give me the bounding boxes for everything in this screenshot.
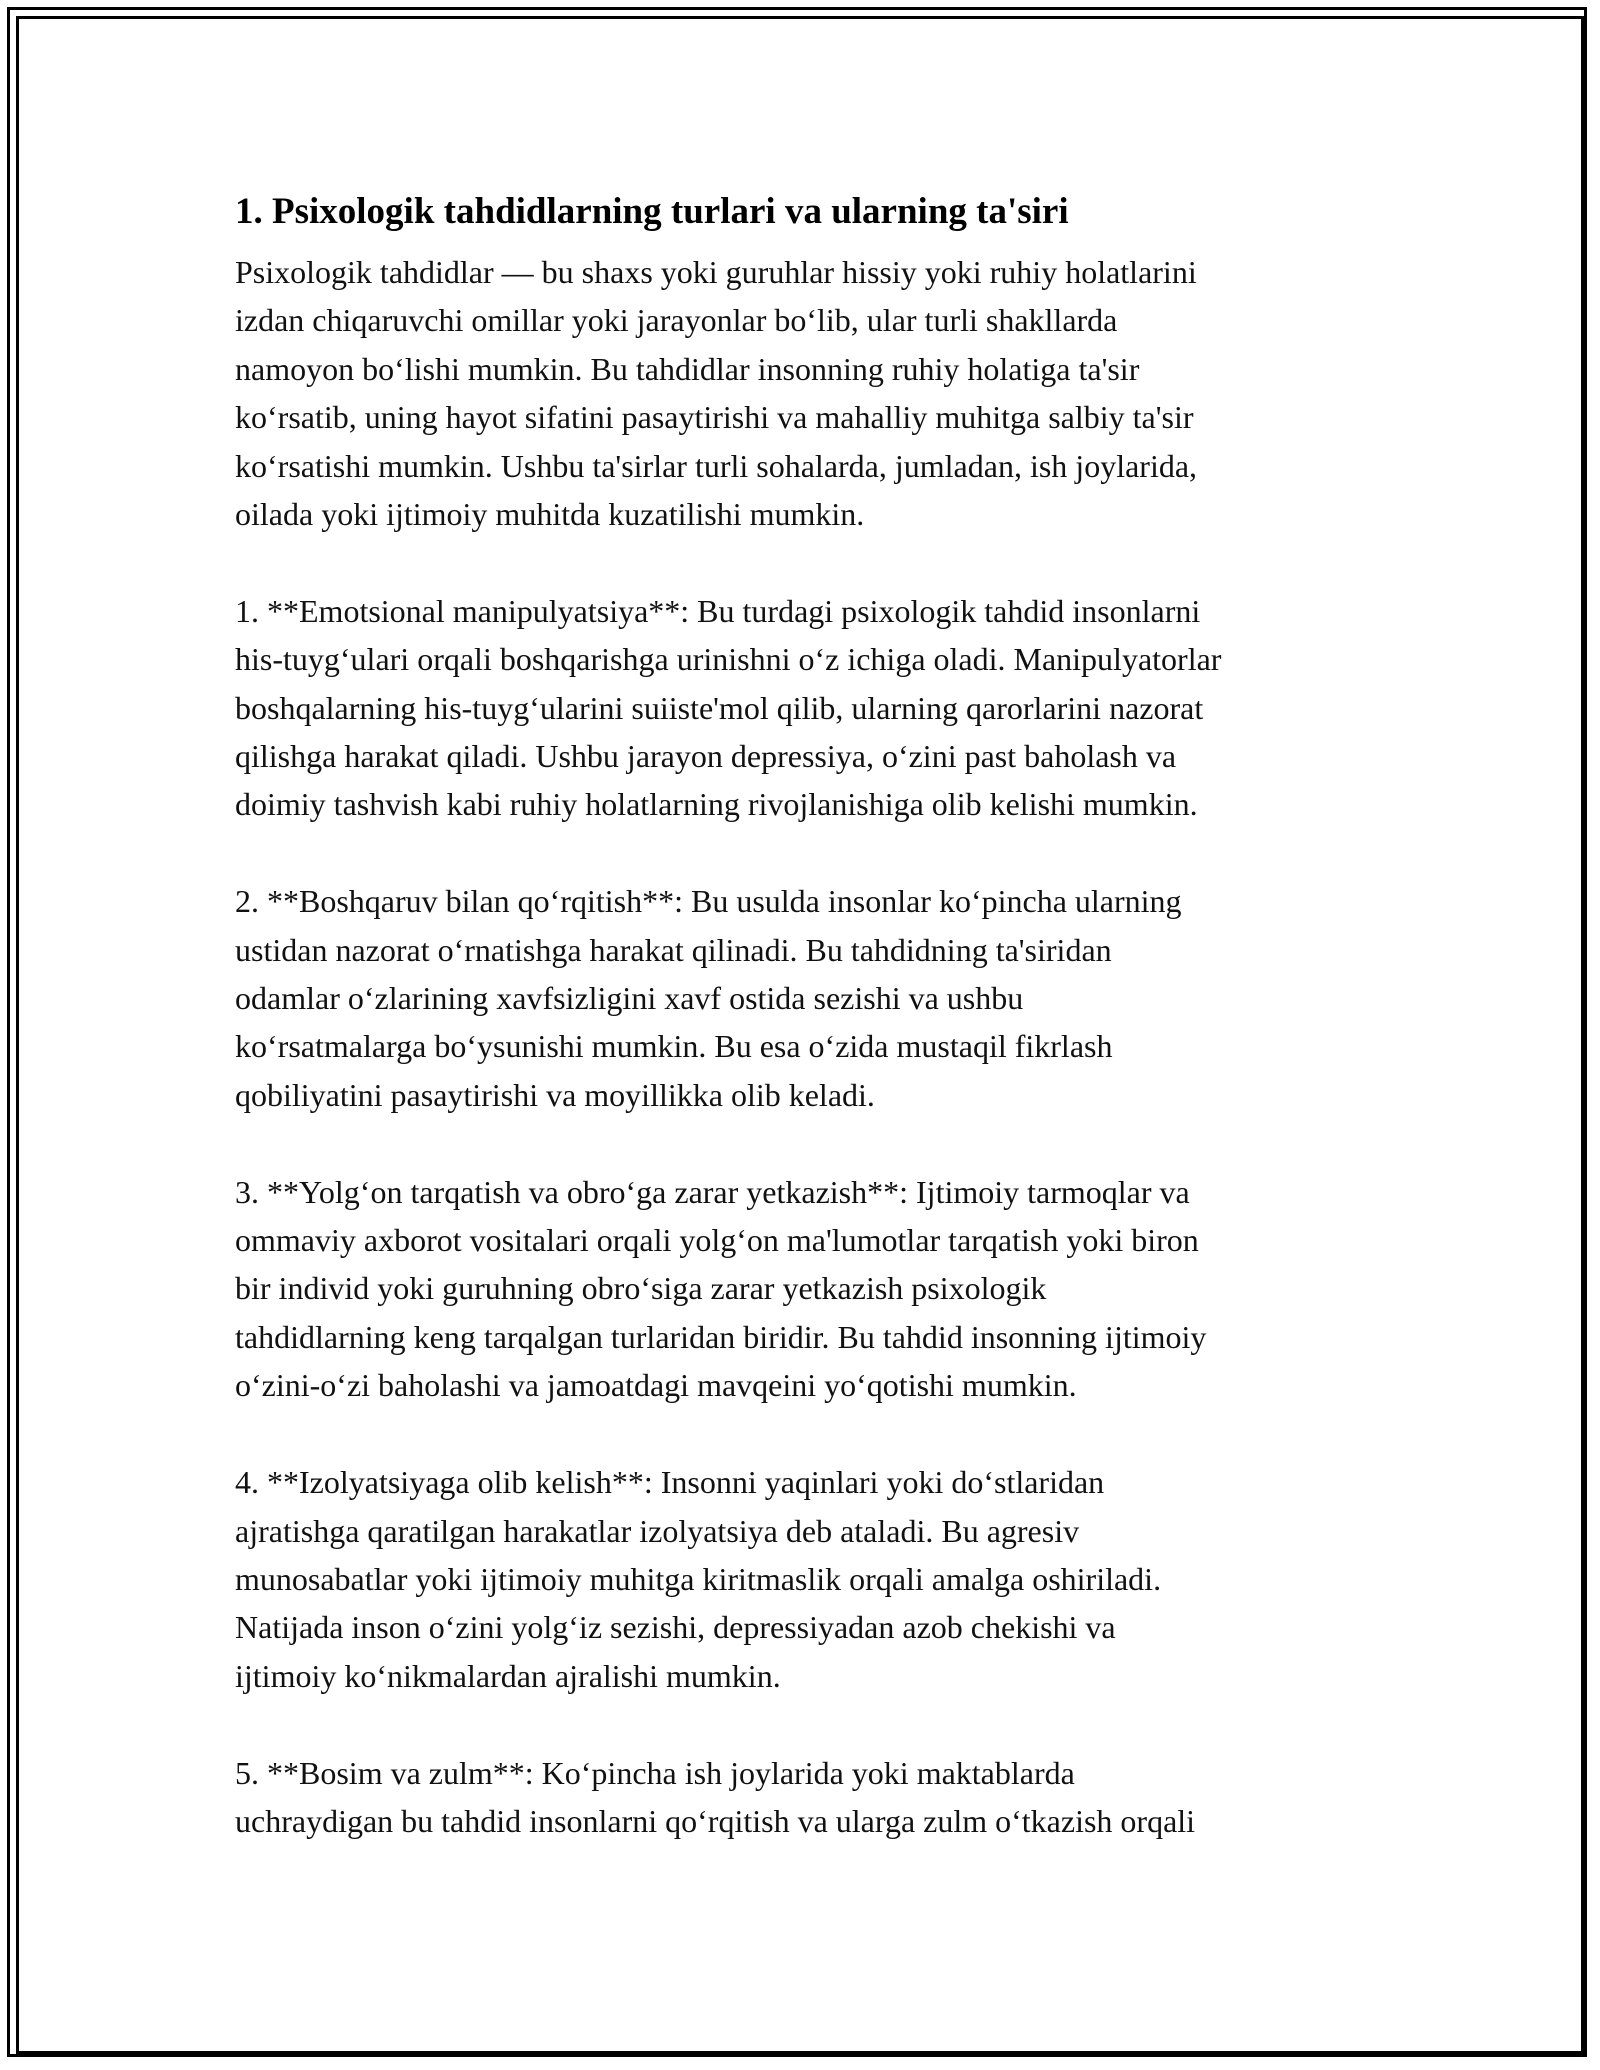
paragraph-item-1	[235, 587, 1385, 829]
text-line: ommaviy axborot vositalari orqali yolg‘on ma'lumotlar tarqatish yoki biron	[235, 1222, 1199, 1259]
text-line: uchraydigan bu tahdid insonlarni qo‘rqitish va ularga zulm o‘tkazish orqali	[235, 1802, 1196, 1839]
text-line: izdan chiqaruvchi omillar yoki jarayonlar bo‘lib, ular turli shakllarda	[235, 302, 1118, 339]
paragraph-item-5	[235, 1749, 1385, 1846]
text-line: Natijada inson o‘zini yolg‘iz sezishi, depressiyadan azob chekishi va	[235, 1609, 1116, 1646]
document-title: 1. Psixologik tahdidlarning turlari va ularning ta'siri	[235, 191, 1069, 232]
paragraph-item-3	[235, 1168, 1385, 1410]
paragraph-item-2	[235, 877, 1385, 1119]
text-line: tahdidlarning keng tarqalgan turlaridan biridir. Bu tahdid insonning ijtimoiy	[235, 1318, 1207, 1355]
paragraph-intro	[235, 248, 1385, 538]
text-line: ko‘rsatishi mumkin. Ushbu ta'sirlar turli sohalarda, jumladan, ish joylarida,	[235, 447, 1198, 484]
document-body	[235, 186, 1385, 1894]
text-line: ko‘rsatib, uning hayot sifatini pasaytirishi va mahalliy muhitga salbiy ta'sir	[235, 399, 1194, 436]
text-line: o‘zini-o‘zi baholashi va jamoatdagi mavqeini yo‘qotishi mumkin.	[235, 1367, 1077, 1404]
text-line: munosabatlar yoki ijtimoiy muhitga kiritmaslik orqali amalga oshiriladi.	[235, 1560, 1162, 1597]
text-line: 5. **Bosim va zulm**: Ko‘pincha ish joylarida yoki maktablarda	[235, 1754, 1075, 1791]
text-line: qobiliyatini pasaytirishi va moyillikka olib keladi.	[235, 1076, 875, 1113]
text-line: oilada yoki ijtimoiy muhitda kuzatilishi mumkin.	[235, 496, 865, 533]
text-line: ko‘rsatmalarga bo‘ysunishi mumkin. Bu esa o‘zida mustaqil fikrlash	[235, 1028, 1113, 1065]
text-line: namoyon bo‘lishi mumkin. Bu tahdidlar insonning ruhiy holatiga ta'sir	[235, 350, 1140, 387]
text-line: 2. **Boshqaruv bilan qo‘rqitish**: Bu usulda insonlar ko‘pincha ularning	[235, 883, 1182, 920]
paragraph-item-4	[235, 1458, 1385, 1700]
text-line: doimiy tashvish kabi ruhiy holatlarning rivojlanishiga olib kelishi mumkin.	[235, 786, 1198, 823]
text-line: 4. **Izolyatsiyaga olib kelish**: Insonni yaqinlari yoki do‘stlaridan	[235, 1464, 1105, 1501]
text-line: bir individ yoki guruhning obro‘siga zarar yetkazish psixologik	[235, 1270, 1047, 1307]
text-line: his-tuyg‘ulari orqali boshqarishga urinishni o‘z ichiga oladi. Manipulyatorlar	[235, 641, 1222, 678]
text-line: boshqalarning his-tuyg‘ularini suiiste'mol qilib, ularning qarorlarini nazorat	[235, 689, 1204, 726]
text-line: 1. **Emotsional manipulyatsiya**: Bu turdagi psixologik tahdid insonlarni	[235, 592, 1201, 629]
text-line: 3. **Yolg‘on tarqatish va obro‘ga zarar yetkazish**: Ijtimoiy tarmoqlar va	[235, 1173, 1190, 1210]
text-line: ustidan nazorat o‘rnatishga harakat qilinadi. Bu tahdidning ta'siridan	[235, 931, 1112, 968]
text-line: ajratishga qaratilgan harakatlar izolyatsiya deb ataladi. Bu agresiv	[235, 1512, 1080, 1549]
text-line: qilishga harakat qiladi. Ushbu jarayon depressiya, o‘zini past baholash va	[235, 738, 1177, 775]
text-line: Psixologik tahdidlar — bu shaxs yoki guruhlar hissiy yoki ruhiy holatlarini	[235, 254, 1197, 290]
text-line: ijtimoiy ko‘nikmalardan ajralishi mumkin.	[235, 1657, 781, 1694]
text-line: odamlar o‘zlarining xavfsizligini xavf ostida sezishi va ushbu	[235, 980, 1024, 1017]
